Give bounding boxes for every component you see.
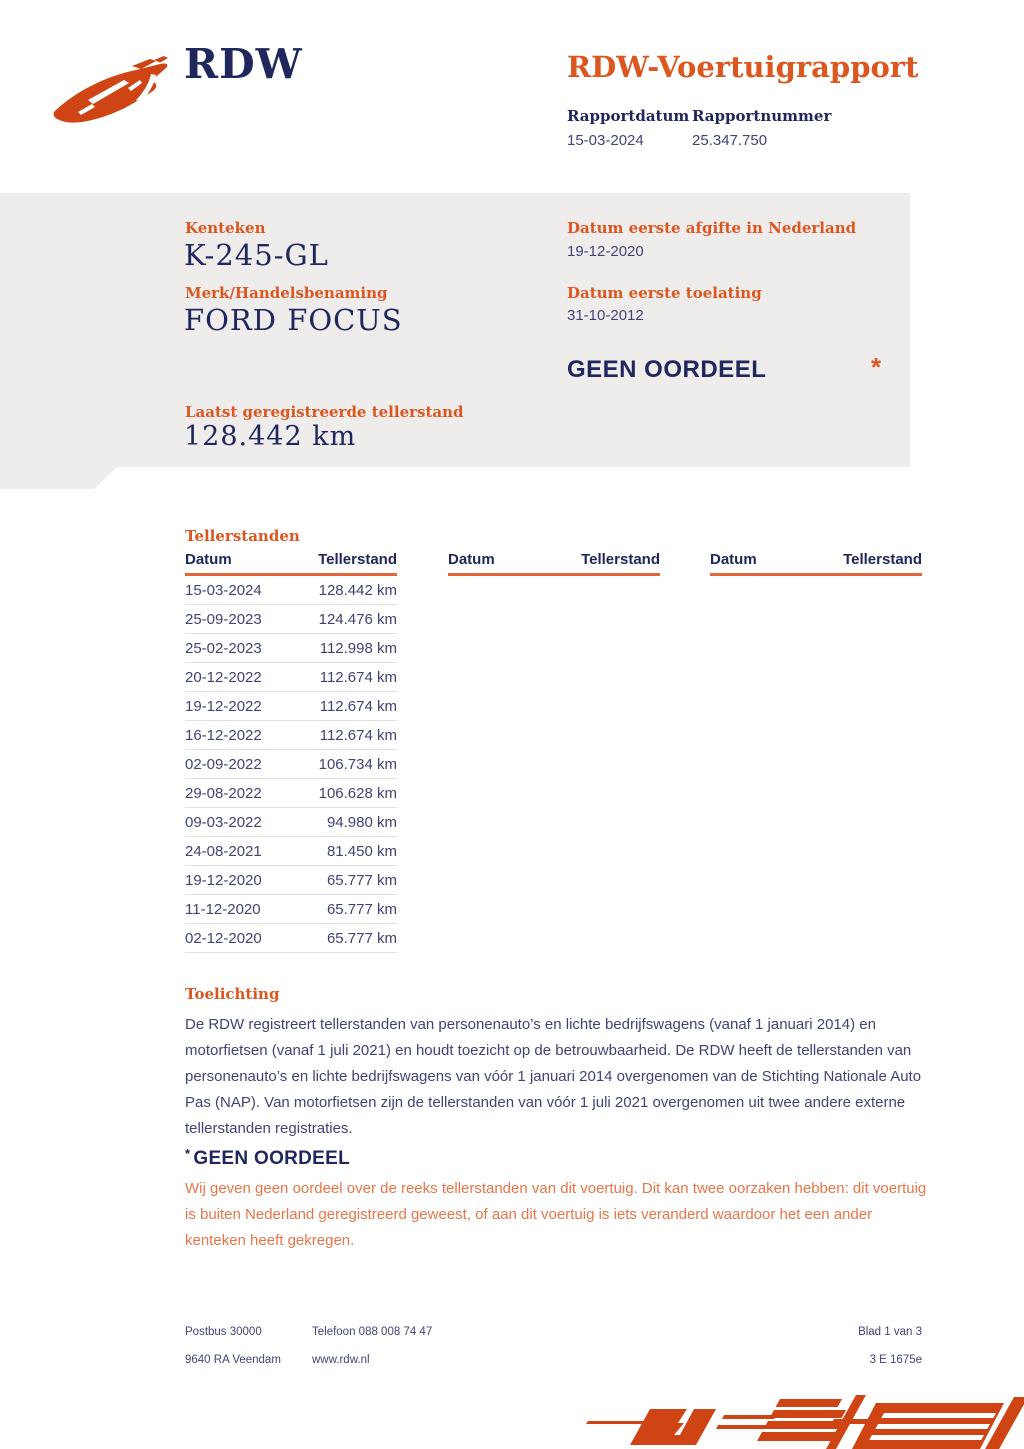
eerste-toelating-value: 31-10-2012 (567, 307, 644, 324)
table-row (185, 750, 397, 779)
report-date-label: Rapportdatum (567, 107, 690, 125)
table-row (185, 576, 397, 605)
table-cell-value: 65.777 km (326, 871, 397, 889)
table-header (448, 551, 660, 576)
table-cell-value: 106.734 km (318, 755, 397, 773)
table-header (710, 551, 922, 576)
tellerstanden-column-group-2 (448, 551, 660, 576)
table-row (185, 605, 397, 634)
table-cell-value: 112.674 km (319, 726, 397, 744)
table-cell-date: 20-12-2022 (185, 668, 262, 686)
merk-value: FORD FOCUS (184, 303, 403, 337)
footer-address-line1: Postbus 30000 (185, 1326, 262, 1338)
verdict-explanation-body: Wij geven geen oordeel over de reeks tellerstanden van dit voertuig. Dit kan twee oorzaken hebben: dit voertuig is buiten Nederland geregistreerd geweest, of aan dit voertuig is iets veranderd waardoor het een ander kenteken heeft gekregen. (185, 1180, 927, 1249)
table-row (185, 895, 397, 924)
tellerstanden-column-group-1 (185, 551, 397, 953)
kenteken-value: K-245-GL (184, 238, 329, 272)
table-header (185, 551, 397, 576)
table-cell-date: 25-09-2023 (185, 610, 262, 628)
footnote-asterisk: * (185, 1146, 191, 1161)
table-cell-value: 112.674 km (319, 668, 397, 686)
laatste-tellerstand-label: Laatst geregistreerde tellerstand (185, 403, 464, 421)
table-row (185, 808, 397, 837)
table-cell-value: 124.476 km (318, 610, 397, 628)
toelichting-title: Toelichting (185, 985, 280, 1003)
verdict-explanation-heading-text: GEEN OORDEEL (193, 1148, 351, 1169)
table-cell-value: 128.442 km (318, 581, 397, 599)
kenteken-label: Kenteken (185, 219, 266, 237)
laatste-tellerstand-value: 128.442 km (184, 421, 357, 452)
footer-form-code: 3 E 1675e (869, 1354, 922, 1366)
table-cell-value: 94.980 km (326, 813, 397, 831)
table-cell-date: 29-08-2022 (185, 784, 262, 802)
footer-page-indicator: Blad 1 van 3 (858, 1326, 922, 1338)
table-cell-date: 19-12-2020 (185, 871, 262, 889)
speed-lines-graphic (584, 1393, 1024, 1449)
table-row (185, 721, 397, 750)
page-title: RDW-Voertuigrapport (567, 50, 919, 84)
table-cell-value: 112.998 km (319, 639, 397, 657)
toelichting-body: De RDW registreert tellerstanden van personenauto’s en lichte bedrijfswagens (vanaf 1 januari 2014) en motorfietsen (vanaf 1 juli 2021) en houdt toezicht op de betrouwbaarheid. De RDW heeft de tellerstanden van personenauto’s en lichte bedrijfswagens van vóór 1 januari 2014 overgenomen van de Stichting Nationale Auto Pas (NAP). Van motorfietsen zijn de tellerstanden van vóór 1 juli 2021 overgenomen uit twee andere externe tellerstanden registraties. (185, 1016, 922, 1137)
table-header-value: Tellerstand (843, 551, 922, 568)
table-row (185, 692, 397, 721)
tellerstanden-column-group-3 (710, 551, 922, 576)
table-header-date: Datum (448, 551, 495, 568)
table-cell-value: 112.674 km (319, 697, 397, 715)
table-cell-date: 16-12-2022 (185, 726, 262, 744)
table-header-value: Tellerstand (318, 551, 397, 568)
report-number-value: 25.347.750 (692, 132, 768, 149)
footer-phone: Telefoon 088 008 74 47 (312, 1326, 433, 1338)
eerste-afgifte-value: 19-12-2020 (567, 243, 644, 260)
footer-address-line2: 9640 RA Veendam (185, 1354, 281, 1366)
table-cell-date: 02-12-2020 (185, 929, 262, 947)
table-cell-value: 106.628 km (318, 784, 397, 802)
table-cell-date: 24-08-2021 (185, 842, 262, 860)
table-cell-date: 19-12-2022 (185, 697, 262, 715)
table-cell-date: 09-03-2022 (185, 813, 262, 831)
tellerstanden-rows (185, 576, 397, 953)
report-number-label: Rapportnummer (692, 107, 832, 125)
verdict-asterisk: * (871, 352, 882, 382)
table-row (185, 779, 397, 808)
table-header-date: Datum (710, 551, 757, 568)
table-cell-value: 65.777 km (326, 900, 397, 918)
vehicle-summary-panel (0, 193, 910, 489)
eerste-afgifte-label: Datum eerste afgifte in Nederland (567, 219, 857, 237)
rdw-logotype: RDW (184, 40, 303, 88)
table-header-date: Datum (185, 551, 232, 568)
verdict-badge: GEEN OORDEEL (567, 356, 767, 383)
footer-website-link[interactable]: www.rdw.nl (312, 1354, 370, 1366)
tellerstanden-title: Tellerstanden (185, 527, 300, 545)
table-header-value: Tellerstand (581, 551, 660, 568)
merk-label: Merk/Handelsbenaming (185, 284, 388, 302)
table-cell-date: 25-02-2023 (185, 639, 262, 657)
table-cell-date: 11-12-2020 (185, 900, 261, 918)
table-row (185, 866, 397, 895)
table-cell-date: 02-09-2022 (185, 755, 262, 773)
table-row (185, 837, 397, 866)
table-row (185, 634, 397, 663)
table-row (185, 924, 397, 953)
verdict-explanation-title (185, 1146, 350, 1170)
report-date-value: 15-03-2024 (567, 132, 644, 149)
table-row (185, 663, 397, 692)
table-cell-date: 15-03-2024 (185, 581, 262, 599)
eerste-toelating-label: Datum eerste toelating (567, 284, 762, 302)
table-cell-value: 81.450 km (326, 842, 397, 860)
table-cell-value: 65.777 km (326, 929, 397, 947)
rdw-wing-logo-icon (48, 50, 170, 132)
